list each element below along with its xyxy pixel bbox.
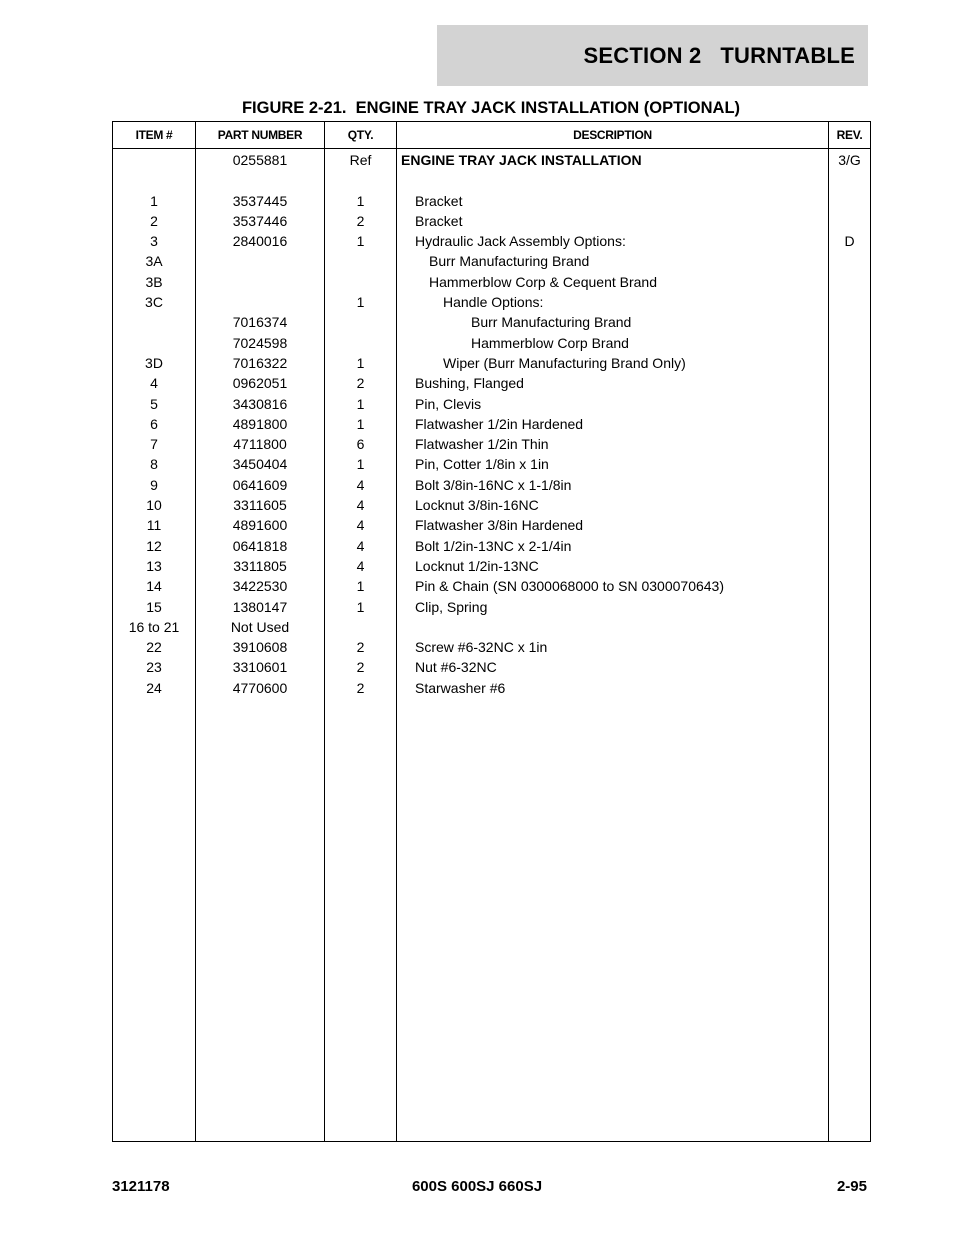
cell-item: 6 xyxy=(113,414,196,434)
cell-qty: 4 xyxy=(325,515,397,535)
cell-item: 1 xyxy=(113,191,196,211)
cell-part-number: 0962051 xyxy=(196,373,325,393)
cell-qty: 1 xyxy=(325,231,397,251)
cell-qty: 1 xyxy=(325,394,397,414)
cell-description: Bushing, Flanged xyxy=(397,373,829,393)
table-filler-row xyxy=(113,698,871,1141)
cell-rev xyxy=(829,637,871,657)
cell-rev xyxy=(829,678,871,698)
cell-rev: D xyxy=(829,231,871,251)
cell-part-number: 0641818 xyxy=(196,536,325,556)
table-filler-cell xyxy=(325,698,397,1141)
cell-part-number: 7024598 xyxy=(196,333,325,353)
cell-rev xyxy=(829,434,871,454)
table-row xyxy=(113,272,871,292)
cell-qty: 1 xyxy=(325,597,397,617)
cell-qty: 1 xyxy=(325,292,397,312)
cell-part-number: 3422530 xyxy=(196,576,325,596)
footer-models: 600S 600SJ 660SJ xyxy=(411,1178,543,1195)
cell-description xyxy=(397,170,829,190)
table-row xyxy=(113,454,871,474)
cell-item xyxy=(113,333,196,353)
cell-rev xyxy=(829,597,871,617)
cell-part-number: 3311805 xyxy=(196,556,325,576)
cell-item xyxy=(113,149,196,171)
cell-qty: 2 xyxy=(325,373,397,393)
cell-description: Clip, Spring xyxy=(397,597,829,617)
table-row xyxy=(113,394,871,414)
column-header-rev: REV. xyxy=(829,122,871,149)
table-row xyxy=(113,170,871,190)
table-row xyxy=(113,515,871,535)
column-header-item: ITEM # xyxy=(113,122,196,149)
table-row xyxy=(113,231,871,251)
cell-qty: 1 xyxy=(325,454,397,474)
cell-part-number xyxy=(196,292,325,312)
cell-part-number: 3537445 xyxy=(196,191,325,211)
cell-qty: 4 xyxy=(325,495,397,515)
cell-item: 3D xyxy=(113,353,196,373)
cell-part-number: 4711800 xyxy=(196,434,325,454)
parts-table xyxy=(112,121,871,1142)
cell-qty: 6 xyxy=(325,434,397,454)
table-row xyxy=(113,211,871,231)
table-row xyxy=(113,536,871,556)
cell-qty: 1 xyxy=(325,414,397,434)
cell-item: 4 xyxy=(113,373,196,393)
cell-rev xyxy=(829,211,871,231)
cell-description: Hammerblow Corp Brand xyxy=(397,333,829,353)
cell-description: Wiper (Burr Manufacturing Brand Only) xyxy=(397,353,829,373)
cell-qty: 1 xyxy=(325,353,397,373)
table-row xyxy=(113,597,871,617)
cell-description: Bolt 1/2in-13NC x 2-1/4in xyxy=(397,536,829,556)
cell-qty: 1 xyxy=(325,576,397,596)
cell-part-number: 4891600 xyxy=(196,515,325,535)
cell-description: Pin & Chain (SN 0300068000 to SN 0300070643) xyxy=(397,576,829,596)
cell-item: 24 xyxy=(113,678,196,698)
cell-description: Bracket xyxy=(397,191,829,211)
table-row xyxy=(113,657,871,677)
cell-item: 15 xyxy=(113,597,196,617)
cell-part-number: 1380147 xyxy=(196,597,325,617)
cell-part-number: 2840016 xyxy=(196,231,325,251)
cell-description: Burr Manufacturing Brand xyxy=(397,251,829,271)
cell-item: 14 xyxy=(113,576,196,596)
table-row xyxy=(113,475,871,495)
table-header-row xyxy=(113,122,871,149)
cell-item: 3C xyxy=(113,292,196,312)
column-header-description: DESCRIPTION xyxy=(397,122,829,149)
cell-item: 11 xyxy=(113,515,196,535)
cell-item: 7 xyxy=(113,434,196,454)
cell-rev xyxy=(829,191,871,211)
cell-qty xyxy=(325,272,397,292)
cell-description: Burr Manufacturing Brand xyxy=(397,312,829,332)
cell-part-number: 4891800 xyxy=(196,414,325,434)
cell-description: Bolt 3/8in-16NC x 1-1/8in xyxy=(397,475,829,495)
cell-item: 3B xyxy=(113,272,196,292)
cell-description: Flatwasher 1/2in Thin xyxy=(397,434,829,454)
cell-description xyxy=(397,617,829,637)
cell-rev xyxy=(829,353,871,373)
cell-part-number: 4770600 xyxy=(196,678,325,698)
cell-rev xyxy=(829,251,871,271)
cell-rev xyxy=(829,556,871,576)
cell-item: 5 xyxy=(113,394,196,414)
cell-rev xyxy=(829,394,871,414)
cell-item xyxy=(113,312,196,332)
cell-part-number: 0641609 xyxy=(196,475,325,495)
cell-rev xyxy=(829,475,871,495)
cell-description: Flatwasher 3/8in Hardened xyxy=(397,515,829,535)
table-row xyxy=(113,373,871,393)
cell-part-number xyxy=(196,251,325,271)
cell-rev xyxy=(829,576,871,596)
cell-rev xyxy=(829,536,871,556)
cell-description: Hammerblow Corp & Cequent Brand xyxy=(397,272,829,292)
table-row xyxy=(113,495,871,515)
table-row xyxy=(113,617,871,637)
cell-rev xyxy=(829,414,871,434)
parts-table-body xyxy=(113,149,871,1142)
cell-item: 10 xyxy=(113,495,196,515)
cell-item: 16 to 21 xyxy=(113,617,196,637)
cell-description: Starwasher #6 xyxy=(397,678,829,698)
footer-doc-number: 3121178 xyxy=(112,1178,170,1195)
cell-rev: 3/G xyxy=(829,149,871,171)
cell-rev xyxy=(829,495,871,515)
table-row xyxy=(113,556,871,576)
cell-item: 8 xyxy=(113,454,196,474)
cell-qty: 4 xyxy=(325,536,397,556)
table-row xyxy=(113,149,871,171)
cell-description: Nut #6-32NC xyxy=(397,657,829,677)
footer-page-number: 2-95 xyxy=(836,1178,867,1195)
cell-qty: 4 xyxy=(325,556,397,576)
table-filler-cell xyxy=(829,698,871,1141)
cell-qty xyxy=(325,333,397,353)
table-row xyxy=(113,312,871,332)
cell-item: 13 xyxy=(113,556,196,576)
cell-description: ENGINE TRAY JACK INSTALLATION xyxy=(397,149,829,171)
cell-part-number: 3310601 xyxy=(196,657,325,677)
table-row xyxy=(113,414,871,434)
table-filler-cell xyxy=(113,698,196,1141)
cell-qty xyxy=(325,312,397,332)
cell-description: Locknut 3/8in-16NC xyxy=(397,495,829,515)
cell-qty: 2 xyxy=(325,678,397,698)
cell-description: Hydraulic Jack Assembly Options: xyxy=(397,231,829,251)
cell-description: Pin, Clevis xyxy=(397,394,829,414)
cell-description: Handle Options: xyxy=(397,292,829,312)
cell-item: 3 xyxy=(113,231,196,251)
cell-qty: 1 xyxy=(325,191,397,211)
cell-part-number: 7016322 xyxy=(196,353,325,373)
cell-qty xyxy=(325,251,397,271)
cell-rev xyxy=(829,272,871,292)
table-row xyxy=(113,637,871,657)
cell-qty xyxy=(325,170,397,190)
cell-qty: 4 xyxy=(325,475,397,495)
cell-item: 12 xyxy=(113,536,196,556)
cell-part-number: 3537446 xyxy=(196,211,325,231)
cell-part-number: 7016374 xyxy=(196,312,325,332)
cell-rev xyxy=(829,454,871,474)
section-title: SECTION 2 TURNTABLE xyxy=(583,42,855,68)
table-filler-cell xyxy=(397,698,829,1141)
cell-rev xyxy=(829,515,871,535)
cell-part-number: 3910608 xyxy=(196,637,325,657)
cell-part-number: 3430816 xyxy=(196,394,325,414)
cell-qty: 2 xyxy=(325,211,397,231)
cell-part-number: 3450404 xyxy=(196,454,325,474)
cell-item: 23 xyxy=(113,657,196,677)
cell-rev xyxy=(829,373,871,393)
cell-item: 9 xyxy=(113,475,196,495)
column-header-part-number: PART NUMBER xyxy=(196,122,325,149)
cell-qty: 2 xyxy=(325,657,397,677)
cell-rev xyxy=(829,333,871,353)
cell-rev xyxy=(829,312,871,332)
cell-part-number xyxy=(196,272,325,292)
cell-item: 3A xyxy=(113,251,196,271)
cell-rev xyxy=(829,292,871,312)
table-row xyxy=(113,678,871,698)
section-header xyxy=(437,25,868,86)
cell-part-number: Not Used xyxy=(196,617,325,637)
cell-item xyxy=(113,170,196,190)
cell-rev xyxy=(829,657,871,677)
cell-description: Screw #6-32NC x 1in xyxy=(397,637,829,657)
cell-qty: Ref xyxy=(325,149,397,171)
cell-part-number: 3311605 xyxy=(196,495,325,515)
cell-qty xyxy=(325,617,397,637)
table-row xyxy=(113,292,871,312)
cell-rev xyxy=(829,617,871,637)
cell-item: 2 xyxy=(113,211,196,231)
table-row xyxy=(113,191,871,211)
table-row xyxy=(113,333,871,353)
cell-description: Bracket xyxy=(397,211,829,231)
table-filler-cell xyxy=(196,698,325,1141)
table-row xyxy=(113,434,871,454)
cell-rev xyxy=(829,170,871,190)
column-header-qty: QTY. xyxy=(325,122,397,149)
table-row xyxy=(113,576,871,596)
table-row xyxy=(113,353,871,373)
cell-part-number xyxy=(196,170,325,190)
table-row xyxy=(113,251,871,271)
cell-item: 22 xyxy=(113,637,196,657)
cell-description: Pin, Cotter 1/8in x 1in xyxy=(397,454,829,474)
cell-description: Flatwasher 1/2in Hardened xyxy=(397,414,829,434)
figure-title: FIGURE 2-21. ENGINE TRAY JACK INSTALLATION (OPTIONAL) xyxy=(241,99,741,117)
cell-qty: 2 xyxy=(325,637,397,657)
cell-description: Locknut 1/2in-13NC xyxy=(397,556,829,576)
cell-part-number: 0255881 xyxy=(196,149,325,171)
